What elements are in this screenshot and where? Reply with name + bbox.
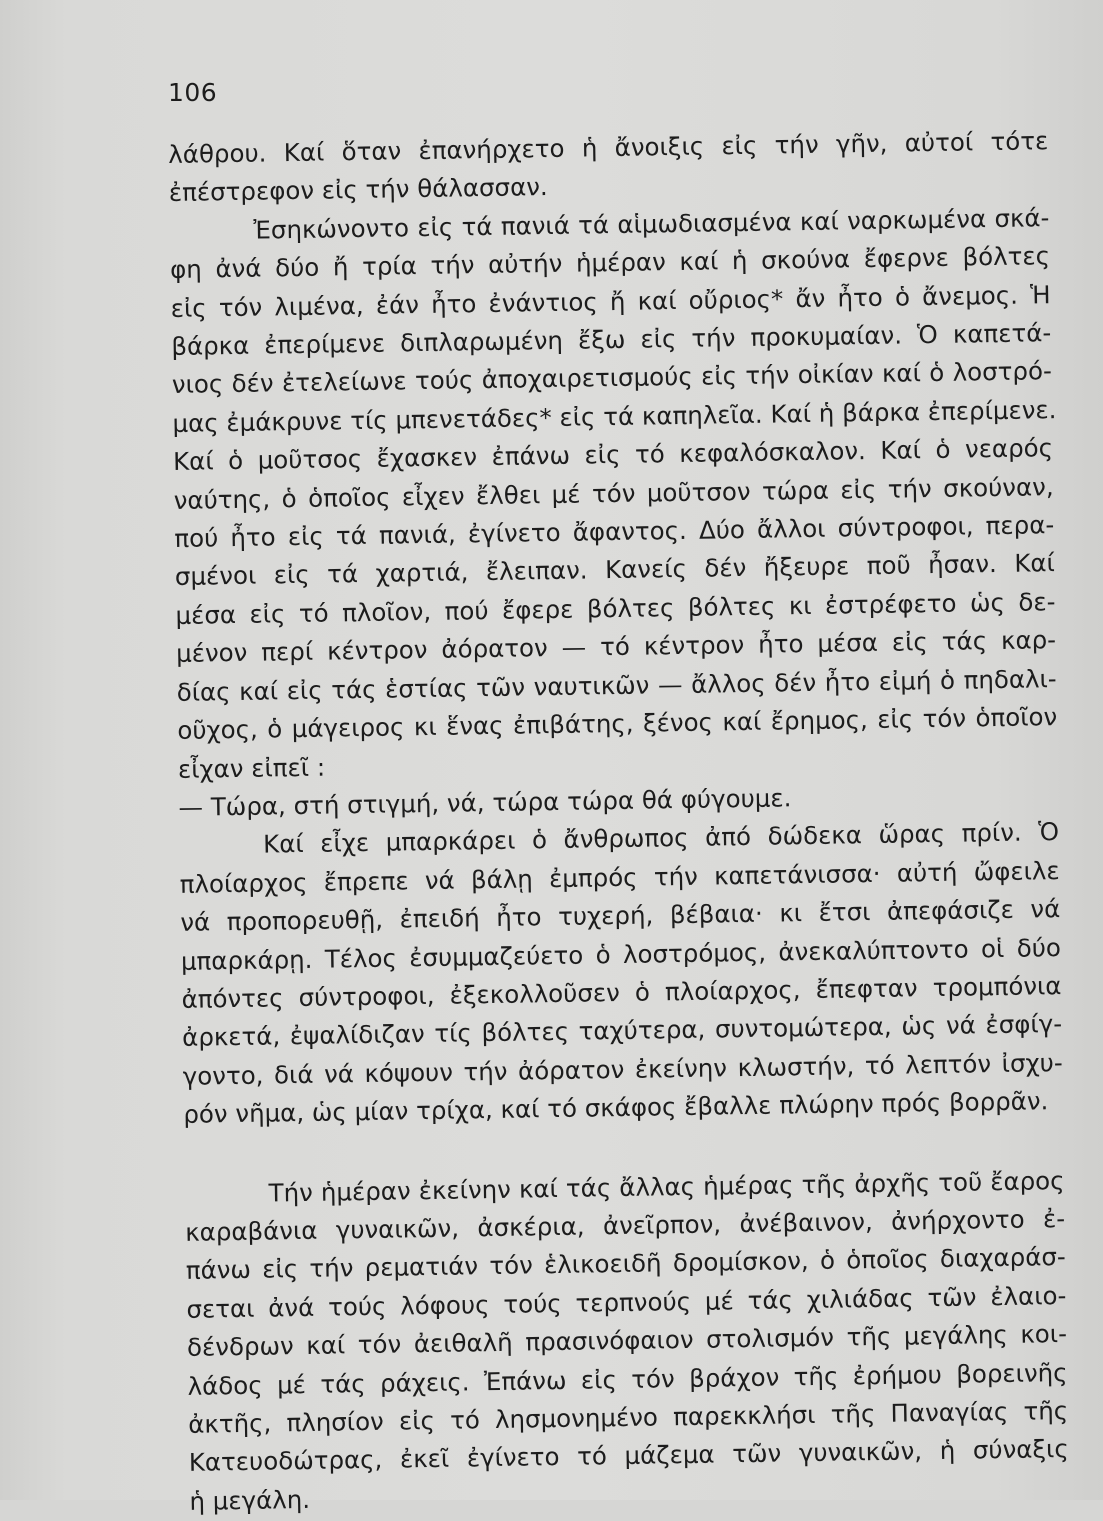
text-line: ἀρκετά, ἐψαλίδιζαν τίς βόλτες ταχύτερα, συντομώτερα, ὡς νά ἐσφίγ-: [181, 1009, 1063, 1053]
text-line: ἀπόντες σύντροφοι, ἐξεκολλοῦσεν ὁ πλοίαρχος, ἔπεφταν τρομπόνια: [181, 971, 1062, 1014]
text-line: ἐπέστρεφον εἰς τήν θάλασσαν.: [168, 172, 548, 208]
text-line: Κατευοδώτρας, ἐκεῖ ἐγίνετο τό μάζεμα τῶν γυναικῶν, ἡ σύναξις: [188, 1434, 1069, 1478]
text-line: γοντο, διά νά κόψουν τήν ἀόρατον ἐκείνην κλωστήν, τό λεπτόν ἰσχυ-: [182, 1047, 1063, 1091]
text-line: σμένοι εἰς τά χαρτιά, ἔλειπαν. Κανείς δέν ἤξευρε ποῦ ἦσαν. Καί: [174, 548, 1056, 592]
body-text: [168, 122, 1070, 1521]
text-line: Τήν ἡμέραν ἐκείνην καί τάς ἄλλας ἡμέρας τῆς ἀρχῆς τοῦ ἔαρος: [268, 1165, 1065, 1208]
text-line: μένον περί κέντρον ἀόρατον — τό κέντρον ἦτο μέσα εἰς τάς καρ-: [175, 625, 1057, 669]
text-line: οῦχος, ὁ μάγειρος κι ἕνας ἐπιβάτης, ξένος καί ἔρημος, εἰς τόν ὁποῖον: [177, 702, 1058, 746]
text-line: δίας καί εἰς τάς ἑστίας τῶν ναυτικῶν — ἄλλος δέν ἦτο εἰμή ὁ πηδαλι-: [176, 663, 1057, 707]
text-line: λάθρου. Καί ὅταν ἐπανήρχετο ἡ ἄνοιξις εἰς τήν γῆν, αὐτοί τότε: [168, 126, 1049, 169]
text-line: μας ἐμάκρυνε τίς μπενετάδες* εἰς τά καπηλεῖα. Καί ἡ βάρκα ἐπερίμενε.: [172, 394, 1057, 438]
text-line: μπαρκάρῃ. Τέλος ἐσυμμαζεύετο ὁ λοστρόμος, ἀνεκαλύπτοντο οἱ δύο: [180, 932, 1062, 976]
text-line: ἀκτῆς, πλησίον εἰς τό λησμονημένο παρεκκλήσι τῆς Παναγίας τῆς: [188, 1396, 1069, 1439]
text-line: ναύτης, ὁ ὁποῖος εἶχεν ἔλθει μέ τόν μοῦτσον τώρα εἰς τήν σκούναν,: [173, 471, 1054, 515]
text-line: φη ἀνά δύο ἤ τρία τήν αὐτήν ἡμέραν καί ἡ σκούνα ἔφερνε βόλτες: [169, 241, 1051, 285]
text-line: ἡ μεγάλη.: [189, 1484, 311, 1516]
text-line: Ἐσηκώνοντο εἰς τά πανιά τά αἱμωδιασμένα καί ναρκωμένα σκά-: [253, 202, 1050, 245]
page-number: 106: [168, 78, 218, 107]
text-line: βάρκα ἐπερίμενε διπλαρωμένη ἔξω εἰς τήν προκυμαίαν. Ὁ καπετά-: [171, 318, 1052, 362]
text-line: νιος δέν ἐτελείωνε τούς ἀποχαιρετισμούς εἰς τήν οἰκίαν καί ὁ λοστρό-: [171, 356, 1053, 400]
text-line: καραβάνια γυναικῶν, ἀσκέρια, ἀνεῖρπον, ἀνέβαινον, ἀνήρχοντο ἐ-: [184, 1204, 1066, 1247]
text-line: πάνω εἰς τήν ρεματιάν τόν ἑλικοειδῆ δρομίσκον, ὁ ὁποῖος διαχαράσ-: [185, 1242, 1066, 1286]
text-line: λάδος μέ τάς ράχεις. Ἐπάνω εἰς τόν βράχον τῆς ἐρήμου βορεινῆς: [187, 1357, 1068, 1401]
text-line: πλοίαρχος ἔπρεπε νά βάλῃ ἐμπρός τήν καπετάνισσα· αὐτή ὤφειλε: [179, 855, 1060, 899]
text-line: Καί εἶχε μπαρκάρει ὁ ἄνθρωπος ἀπό δώδεκα ὥρας πρίν. Ὁ: [262, 817, 1060, 859]
text-line: μέσα εἰς τό πλοῖον, πού ἔφερε βόλτες βόλτες κι ἐστρέφετο ὡς δε-: [175, 586, 1056, 630]
text-line: ρόν νῆμα, ὡς μίαν τρίχα, καί τό σκάφος ἔβαλλε πλώρην πρός βορρᾶν.: [183, 1086, 1049, 1130]
text-line: πού ἦτο εἰς τά πανιά, ἐγίνετο ἄφαντος. Δύο ἄλλοι σύντροφοι, περα-: [174, 510, 1055, 554]
text-line: νά προπορευθῇ, ἐπειδή ἦτο τυχερή, βέβαια· κι ἔτσι ἀπεφάσιζε νά: [180, 894, 1061, 938]
text-line: εἰς τόν λιμένα, ἐάν ἦτο ἐνάντιος ἤ καί οὔριος* ἄν ἦτο ὁ ἄνεμος. Ἡ: [170, 279, 1051, 323]
text-line: σεται ἀνά τούς λόφους τούς τερπνούς μέ τάς χιλιάδας τῶν ἐλαιο-: [186, 1280, 1067, 1324]
text-line: — Τώρα, στή στιγμή, νά, τώρα τώρα θά φύγουμε.: [178, 783, 792, 822]
text-line: δένδρων καί τόν ἀειθαλῆ πρασινόφαιον στολισμόν τῆς μεγάλης κοι-: [186, 1319, 1068, 1363]
text-line: εἶχαν εἰπεῖ :: [177, 752, 326, 784]
text-line: Καί ὁ μοῦτσος ἔχασκεν ἐπάνω εἰς τό κεφαλόσκαλον. Καί ὁ νεαρός: [172, 433, 1054, 477]
